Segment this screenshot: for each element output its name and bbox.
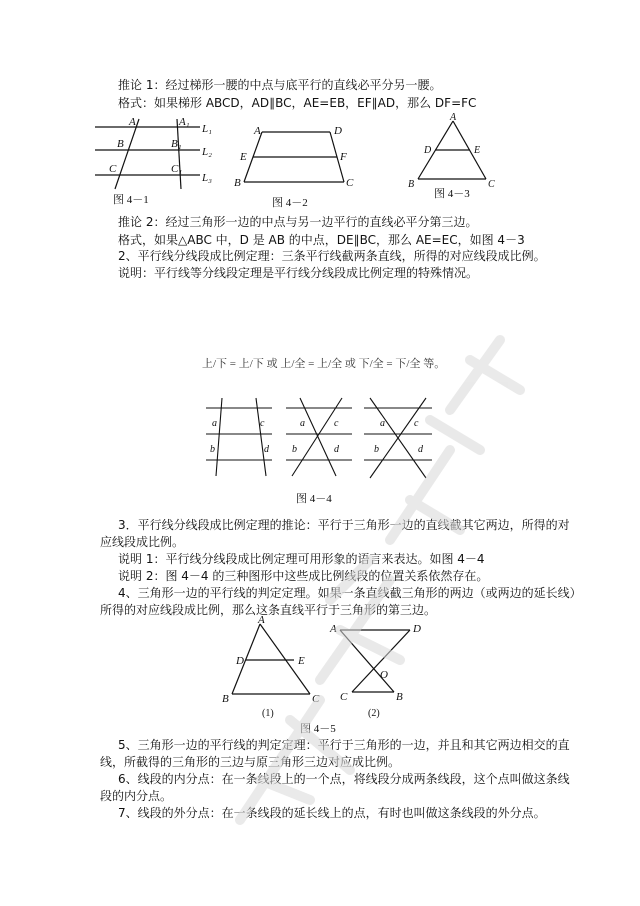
fig44-p3-b: b — [374, 444, 379, 455]
figure-4-2 — [232, 120, 362, 210]
item-4-line-2: 所得的对应线段成比例，那么这条直线平行于三角形的第三边。 — [100, 603, 437, 617]
fig45-1-label-a: A — [258, 616, 265, 626]
item-4-line-1: 4、三角形一边的平行线的判定定理。如果一条直线截三角形的两边（或两边的延长线） — [118, 586, 582, 600]
proportion-formula: 上/下 = 上/下 或 上/全 = 上/全 或 下/全 = 下/全 等。 — [202, 358, 446, 370]
item-3-line-1: 3．平行线分线段成比例定理的推论：平行于三角形一边的直线截其它两边，所得的对 — [118, 518, 570, 532]
fig45-caption: 图 4－5 — [300, 723, 336, 735]
fig41-caption: 图 4－1 — [113, 194, 149, 205]
fig41-label-l1: L₁ — [202, 123, 212, 135]
fig45-2-label-o: O — [380, 669, 388, 681]
fig45-2-label-c: C — [340, 691, 348, 703]
note-3-2: 说明 2：图 4－4 的三种图形中这些成比例线段的位置关系依然存在。 — [118, 569, 489, 583]
item-3-line-2: 应线段成比例。 — [100, 535, 185, 549]
fig45-2-label-b: B — [396, 691, 403, 703]
figure-4-3 — [400, 113, 510, 203]
figure-4-5 — [218, 616, 428, 736]
fig42-label-f: F — [340, 151, 347, 163]
fig42-label-c: C — [346, 177, 354, 189]
fig44-p1-c: c — [260, 418, 265, 429]
fig41-label-c1: C₁ — [171, 163, 183, 175]
fig45-1-label-c: C — [312, 693, 320, 705]
fig45-1-label-e: E — [298, 655, 305, 667]
fig41-label-l3: L₃ — [202, 172, 212, 184]
fig43-caption: 图 4－3 — [434, 188, 470, 200]
fig45-1-label-b: B — [222, 693, 229, 705]
fig45-sub-2: (2) — [368, 708, 380, 719]
item-6-line-1: 6、线段的内分点：在一条线段上的一个点，将线段分成两条线段，这个点叫做这条线 — [118, 772, 570, 786]
fig45-2-label-d: D — [413, 623, 421, 635]
fig44-p1-a: a — [212, 418, 217, 429]
fig44-p3-a: a — [380, 418, 385, 429]
fig41-label-b: B — [117, 138, 124, 150]
fig45-sub-1: (1) — [262, 708, 274, 719]
fig43-label-b: B — [408, 179, 415, 190]
format-1: 格式：如果梯形 ABCD，AD∥BC，AE=EB，EF∥AD，那么 DF=FC — [118, 96, 477, 110]
format-2: 格式，如果△ABC 中，D 是 AB 的中点，DE∥BC，那么 AE=EC，如图 4－3 — [118, 233, 525, 247]
item-6-line-2: 段的内分点。 — [100, 789, 173, 803]
fig41-label-c: C — [109, 163, 117, 175]
figure-4-1 — [95, 115, 225, 205]
fig41-label-b1: B₁ — [171, 138, 182, 150]
fig43-label-a: A — [450, 113, 457, 123]
item-7: 7、线段的外分点：在一条线段的延长线上的点，有时也叫做这条线段的外分点。 — [118, 806, 546, 820]
note-3-1: 说明 1：平行线分线段成比例定理可用形象的语言来表达。如图 4－4 — [118, 552, 485, 566]
fig44-p3-c: c — [414, 418, 419, 429]
fig45-2-label-a: A — [330, 623, 337, 635]
corollary-2: 推论 2：经过三角形一边的中点与另一边平行的直线必平分第三边。 — [118, 215, 478, 229]
fig44-caption: 图 4－4 — [296, 493, 332, 505]
fig44-p2-b: b — [292, 444, 297, 455]
note-2: 说明：平行线等分线段定理是平行线分线段成比例定理的特殊情况。 — [118, 266, 479, 280]
fig44-p2-d: d — [334, 444, 339, 455]
fig42-caption: 图 4－2 — [272, 197, 308, 209]
fig43-label-d: D — [424, 145, 432, 156]
fig44-p3-d: d — [418, 444, 423, 455]
fig41-label-a: A — [129, 116, 136, 128]
fig42-label-a: A — [254, 125, 261, 137]
fig45-1-label-d: D — [236, 655, 244, 667]
fig42-label-e: E — [240, 151, 247, 163]
fig41-label-l2: L₂ — [202, 146, 212, 158]
item-5-line-2: 线，所截得的三角形的三边与原三角形三边对应成比例。 — [100, 755, 401, 769]
fig44-p2-c: c — [334, 418, 339, 429]
corollary-1: 推论 1：经过梯形一腰的中点与底平行的直线必平分另一腰。 — [118, 78, 442, 92]
fig44-p1-b: b — [210, 444, 215, 455]
item-5-line-1: 5、三角形一边的平行线的判定定理：平行于三角形的一边，并且和其它两边相交的直 — [118, 738, 570, 752]
fig42-label-b: B — [234, 177, 241, 189]
fig44-p2-a: a — [300, 418, 305, 429]
item-2: 2、平行线分线段成比例定理：三条平行线截两条直线，所得的对应线段成比例。 — [118, 249, 546, 263]
figure-4-4 — [200, 388, 440, 508]
fig42-label-d: D — [334, 125, 342, 137]
fig44-p1-d: d — [264, 444, 269, 455]
fig41-label-a1: A₁ — [179, 116, 190, 128]
fig43-label-e: E — [474, 145, 481, 156]
fig43-label-c: C — [488, 179, 495, 190]
